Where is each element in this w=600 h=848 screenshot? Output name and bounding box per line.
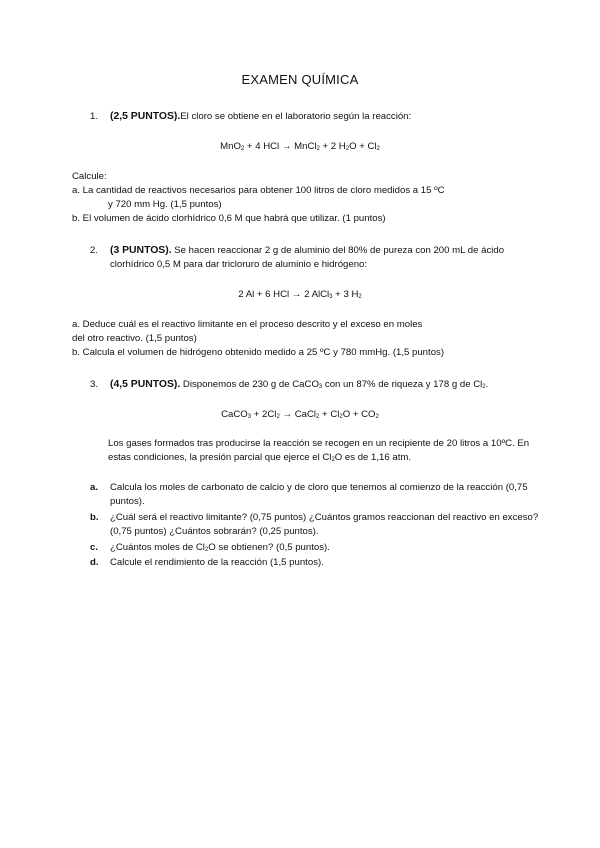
q1-part-b: b. El volumen de ácido clorhídrico 0,6 M que habrá que utilizar. (1 puntos): [72, 213, 386, 224]
reaction-3: CaCO$_3$ + $2Cl_2$ → CaCl$_2$ + $Cl_2O + CO_2$: [221, 409, 379, 420]
q3-paragraph-line-1: Los gases formados tras producirse la reacción se recogen en un recipiente de 20 litros a 10ºC. En: [108, 438, 530, 449]
question-number: 2.: [90, 245, 99, 256]
question-points: (4,5 PUNTOS).: [110, 379, 181, 390]
calcule-label: Calcule:: [72, 171, 107, 182]
q3-item-c: c. ¿Cuántos moles de $Cl_2O$ se obtienen? (0,5 puntos).: [90, 542, 330, 553]
q3-item-a-line-1: a. Calcula los moles de carbonato de calcio y de cloro que tenemos al comienzo de la reacción (0,75: [90, 482, 528, 493]
q1-part-a-line-2: y 720 mm Hg. (1,5 puntos): [108, 199, 222, 210]
question-1-header: [90, 110, 411, 124]
q3-item-b-line-1: b. ¿Cuál será el reactivo limitante? (0,75 puntos) ¿Cuántos gramos reaccionan del reactivo en exceso?: [90, 512, 539, 523]
page-title: EXAMEN QUÍMICA: [241, 72, 359, 87]
question-2-header: [90, 244, 504, 258]
q3-item-d: d. Calcule el rendimiento de la reacción (1,5 puntos).: [90, 557, 324, 568]
reaction-2: 2 Al + 6 HCl → 2 AlCl$_3$ + 3 $H_2$: [238, 289, 362, 300]
question-number: 1.: [90, 111, 99, 122]
q3-item-b-line-2: (0,75 puntos) ¿Cuántos sobrarán? (0,25 puntos).: [110, 526, 319, 537]
question-3-header: 3. (4,5 PUNTOS). Disponemos de 230 g de CaCO$_3$ con un 87% de riqueza y 178 g de $Cl_2$.: [90, 379, 489, 390]
question-points: (2,5 PUNTOS).: [110, 111, 181, 122]
reaction-1: MnO$_2$ + 4 HCl → MnCl$_2$ + 2 $H_2O + Cl_2$: [220, 141, 380, 152]
question-points: (3 PUNTOS).: [110, 245, 172, 256]
q3-paragraph-line-2: estas condiciones, la presión parcial que ejerce el $Cl_2O$ es de 1,16 atm.: [108, 452, 412, 463]
question-statement: Se hacen reaccionar 2 g de aluminio del 80% de pureza con 200 mL de ácido: [171, 245, 505, 256]
q2-part-b: b. Calcula el volumen de hidrógeno obtenido medido a 25 ºC y 780 mmHg. (1,5 puntos): [72, 347, 445, 358]
question-number: 3.: [90, 379, 99, 390]
question-2-statement-2: clorhídrico 0,5 M para dar tricloruro de aluminio e hidrógeno:: [110, 259, 368, 270]
q1-part-a-line-1: a. La cantidad de reactivos necesarios para obtener 100 litros de cloro medidos a 15 ºC: [72, 185, 445, 196]
q3-item-a-line-2: puntos).: [110, 496, 145, 507]
q2-part-a-line-2: del otro reactivo. (1,5 puntos): [72, 333, 197, 344]
q2-part-a-line-1: a. Deduce cuál es el reactivo limitante en el proceso descrito y el exceso en moles: [72, 319, 423, 330]
question-statement: El cloro se obtiene en el laboratorio según la reacción:: [180, 111, 412, 122]
